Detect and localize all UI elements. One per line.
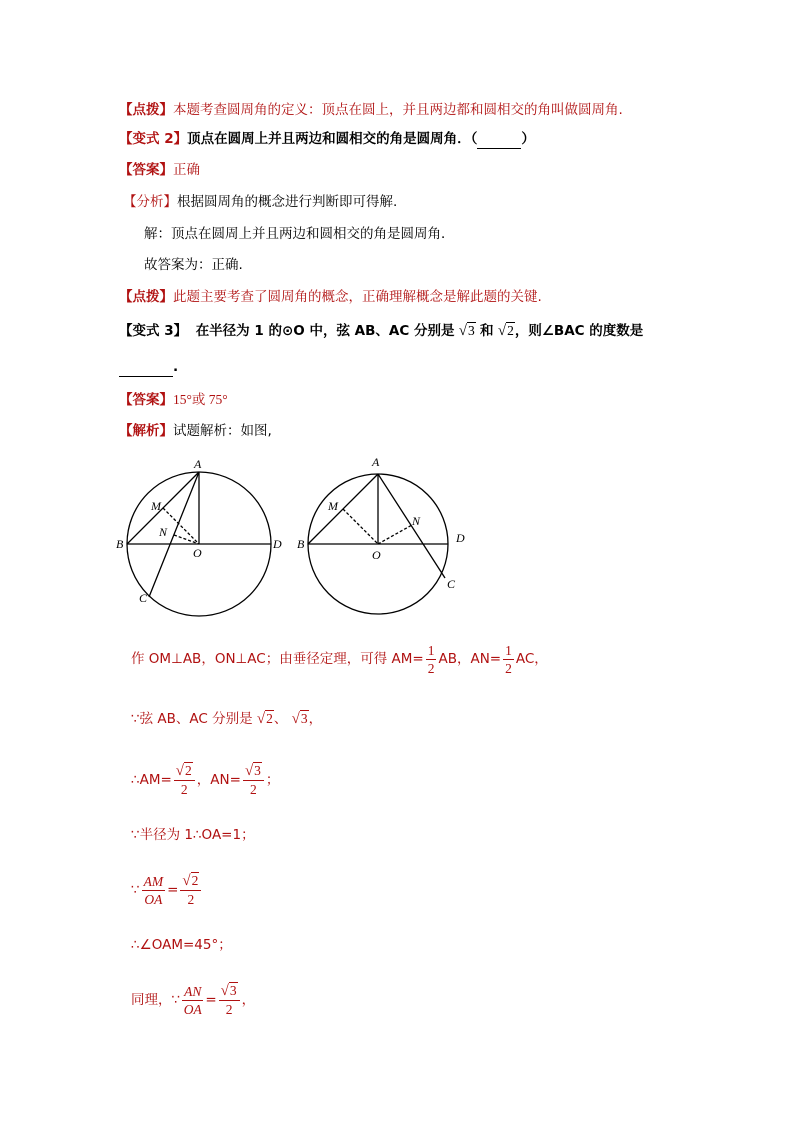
- separator: 、: [273, 711, 288, 727]
- math-text: ，AN=: [196, 772, 241, 788]
- variant-tag: 【变式 3】: [119, 323, 188, 339]
- explanation-line-3: [119, 422, 272, 440]
- conclusion-line-2: 故答案为：正确.: [144, 257, 243, 273]
- on-dashed-2: [378, 525, 412, 544]
- variant-text-a: 在半径为 1 的⊙O 中，弦 AB、AC 分别是: [195, 323, 455, 339]
- math-text: 作 OM⊥AB，ON⊥AC；由垂径定理，可得 AM=: [131, 651, 424, 667]
- math-text: ∵: [131, 882, 140, 898]
- answer-tag: 【答案】: [119, 392, 173, 408]
- label-b-2: B: [297, 537, 305, 551]
- sqrt-2: √2: [256, 711, 273, 727]
- answer-tag: 【答案】: [119, 162, 173, 178]
- math-text: ∵弦 AB、AC 分别是: [131, 711, 253, 727]
- om-dashed-2: [343, 509, 378, 544]
- analysis-text: 根据圆周角的概念进行判断即可得解.: [177, 194, 398, 210]
- figure-2: [308, 474, 448, 614]
- equals: =: [205, 992, 217, 1008]
- equals: =: [167, 882, 179, 898]
- label-d-2: D: [456, 531, 465, 545]
- variant-3-question: [119, 322, 643, 340]
- analysis-line-2: [123, 193, 397, 211]
- math-line-7: [131, 980, 255, 1020]
- math-line-3: [131, 761, 279, 799]
- geometry-figures: [0, 450, 794, 650]
- variant-3-blank: [119, 358, 178, 377]
- variant-text: 顶点在圆周上并且两边和圆相交的角是圆周角．（: [187, 131, 478, 147]
- label-m-2: M: [328, 499, 338, 513]
- fraction-half: $\frac{1}{2}$: [505, 642, 512, 676]
- variant-tag: 【变式 2】: [119, 131, 188, 147]
- explanation-tag: 【解析】: [119, 423, 173, 439]
- answer-text: 正确: [173, 162, 200, 178]
- hint-text: 此题主要考查了圆周角的概念，正确理解概念是解此题的关键.: [173, 289, 542, 305]
- fraction-sqrt3-over-2: $\frac{√3}{2}$: [219, 982, 240, 1018]
- answer-text: 15°或 75°: [173, 392, 228, 407]
- hint-tag: 【点拨】: [119, 289, 173, 305]
- om-dashed-1: [163, 508, 199, 544]
- math-line-6: ∴∠OAM=45°；: [131, 937, 232, 953]
- answer-blank: [477, 130, 521, 149]
- math-text: AB，AN=: [438, 651, 502, 667]
- label-d-1: D: [273, 537, 282, 551]
- label-o-2: O: [372, 548, 381, 562]
- period: .: [173, 359, 179, 375]
- label-m-1: M: [151, 499, 161, 513]
- variant-2-question: [119, 130, 535, 149]
- answer-line-2: [119, 161, 200, 179]
- solution-line-2: 解：顶点在圆周上并且两边和圆相交的角是圆周角．: [144, 226, 455, 242]
- fraction-sqrt3-over-2: $\frac{√3}{2}$: [243, 762, 264, 798]
- math-line-2: [131, 710, 322, 728]
- label-c-2: C: [447, 577, 456, 591]
- explanation-text: 试题解析：如图,: [173, 423, 272, 439]
- hint-tag: 【点拨】: [119, 102, 173, 118]
- variant-text-c: ，则∠BAC 的度数是: [514, 323, 644, 339]
- sqrt-3: √3: [458, 323, 475, 339]
- label-o-1: O: [193, 546, 202, 560]
- math-text: 同理，∵: [131, 992, 181, 1008]
- answer-blank: [119, 358, 173, 377]
- math-text: ，: [308, 711, 323, 727]
- label-a-1: A: [194, 457, 202, 471]
- analysis-tag: 【分析】: [123, 194, 177, 210]
- fraction-an-over-oa: $\frac{AN}{OA}$: [183, 983, 202, 1017]
- math-line-4: ∵半径为 1∴OA=1；: [131, 827, 255, 843]
- math-text: ，: [241, 992, 256, 1008]
- label-c-1: C: [139, 591, 148, 605]
- fraction-sqrt2-over-2: $\frac{√2}{2}$: [174, 762, 195, 798]
- math-line-5: [131, 870, 203, 910]
- variant-close: ）: [521, 131, 535, 147]
- sqrt-2: √2: [497, 323, 514, 339]
- math-text: ∴AM=: [131, 772, 172, 788]
- hint-line-1: [119, 101, 623, 119]
- fraction-am-over-oa: $\frac{AM}{OA}$: [143, 873, 164, 907]
- variant-text-b: 和: [480, 323, 494, 339]
- sqrt-3: √3: [291, 711, 308, 727]
- math-text: AC，: [515, 651, 548, 667]
- math-line-1: [131, 641, 548, 677]
- label-b-1: B: [116, 537, 124, 551]
- label-n-2: N: [412, 514, 421, 528]
- fraction-half: $\frac{1}{2}$: [427, 642, 435, 676]
- label-n-1: N: [159, 525, 168, 539]
- chord-ac-1: [149, 472, 199, 597]
- hint-line-2: [119, 288, 542, 306]
- figure-1: [127, 472, 271, 616]
- math-text: ；: [265, 772, 280, 788]
- fraction-sqrt2-over-2: $\frac{√2}{2}$: [180, 872, 201, 908]
- answer-line-3: [119, 391, 228, 409]
- hint-text: 本题考查圆周角的定义：顶点在圆上，并且两边都和圆相交的角叫做圆周角.: [173, 102, 623, 118]
- label-a-2: A: [372, 455, 380, 469]
